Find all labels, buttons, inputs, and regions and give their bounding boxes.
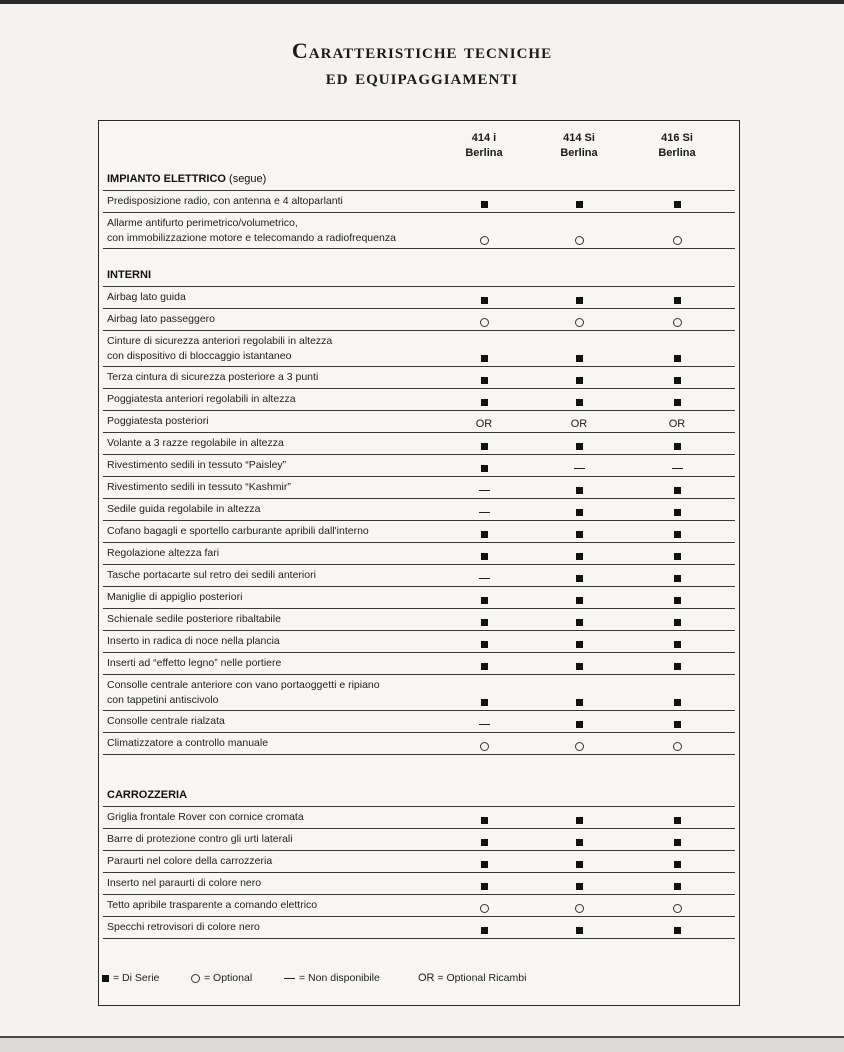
standard-square-icon bbox=[674, 575, 681, 582]
row-value bbox=[524, 835, 634, 849]
row-label bbox=[107, 334, 447, 364]
standard-square-icon bbox=[481, 443, 488, 450]
standard-square-icon bbox=[674, 443, 681, 450]
row-value bbox=[622, 439, 732, 453]
optional-circle-icon bbox=[480, 236, 489, 245]
row-value bbox=[524, 615, 634, 629]
row-divider bbox=[103, 710, 735, 711]
standard-square-icon bbox=[481, 531, 488, 538]
row-value bbox=[622, 857, 732, 871]
standard-square-icon bbox=[674, 297, 681, 304]
legend-text: = Optional Ricambi bbox=[437, 972, 527, 984]
row-label bbox=[107, 436, 447, 451]
row-value bbox=[622, 417, 732, 431]
optional-circle-icon bbox=[575, 236, 584, 245]
spec-table bbox=[98, 120, 740, 1006]
row-value bbox=[622, 835, 732, 849]
optional-ricambi-text: OR bbox=[570, 418, 588, 431]
standard-square-icon bbox=[576, 531, 583, 538]
row-value bbox=[524, 527, 634, 541]
row-value bbox=[429, 835, 539, 849]
row-divider bbox=[103, 630, 735, 631]
row-value bbox=[429, 813, 539, 827]
legend-item-optional bbox=[191, 972, 252, 984]
row-value bbox=[429, 593, 539, 607]
row-value bbox=[429, 527, 539, 541]
row-value bbox=[429, 571, 539, 585]
row-label bbox=[107, 194, 447, 209]
row-divider bbox=[103, 828, 735, 829]
row-divider bbox=[103, 732, 735, 733]
row-value bbox=[429, 505, 539, 519]
standard-square-icon bbox=[576, 487, 583, 494]
row-value bbox=[429, 637, 539, 651]
row-value bbox=[524, 351, 634, 365]
row-label-line: Schienale sedile posteriore ribaltabile bbox=[107, 613, 281, 625]
row-label-line: Inserti ad “effetto legno” nelle portiere bbox=[107, 657, 282, 669]
row-divider bbox=[103, 894, 735, 895]
standard-square-icon bbox=[576, 619, 583, 626]
optional-circle-icon bbox=[673, 318, 682, 327]
page-subtitle: ed equipaggiamenti bbox=[325, 64, 519, 89]
row-divider bbox=[103, 938, 735, 939]
row-value bbox=[622, 571, 732, 585]
standard-square-icon bbox=[481, 817, 488, 824]
standard-square-icon bbox=[481, 465, 488, 472]
row-label-line: Poggiatesta posteriori bbox=[107, 415, 209, 427]
standard-square-icon bbox=[481, 927, 488, 934]
optional-circle-icon bbox=[480, 742, 489, 751]
row-divider bbox=[103, 674, 735, 675]
column-model: 416 Si bbox=[661, 132, 693, 144]
optional-circle-icon bbox=[480, 904, 489, 913]
row-divider bbox=[103, 520, 735, 521]
standard-square-icon bbox=[481, 641, 488, 648]
standard-square-icon bbox=[576, 201, 583, 208]
row-label-line: Griglia frontale Rover con cornice cromata bbox=[107, 811, 304, 823]
row-value bbox=[429, 395, 539, 409]
row-label bbox=[107, 480, 447, 495]
optional-circle-icon bbox=[673, 236, 682, 245]
row-value bbox=[524, 857, 634, 871]
standard-square-icon bbox=[674, 619, 681, 626]
row-label bbox=[107, 832, 447, 847]
row-value bbox=[622, 637, 732, 651]
section-title bbox=[107, 173, 266, 185]
row-label bbox=[107, 714, 447, 729]
optional-circle-icon bbox=[480, 318, 489, 327]
row-divider bbox=[103, 190, 735, 191]
column-header-414si bbox=[524, 131, 634, 161]
standard-square-icon bbox=[674, 641, 681, 648]
standard-square-icon bbox=[576, 377, 583, 384]
row-label bbox=[107, 458, 447, 473]
row-divider bbox=[103, 212, 735, 213]
row-value bbox=[429, 879, 539, 893]
row-divider bbox=[103, 410, 735, 411]
optional-ricambi-text: OR bbox=[668, 418, 686, 431]
row-value bbox=[622, 923, 732, 937]
standard-square-icon bbox=[674, 553, 681, 560]
standard-square-icon bbox=[674, 509, 681, 516]
row-value bbox=[622, 615, 732, 629]
row-value bbox=[524, 717, 634, 731]
row-label-line: Allarme antifurto perimetrico/volumetrico, bbox=[107, 217, 298, 229]
row-label-line: Poggiatesta anteriori regolabili in altezza bbox=[107, 393, 296, 405]
row-divider bbox=[103, 498, 735, 499]
unavailable-dash-icon bbox=[479, 578, 490, 579]
row-label bbox=[107, 568, 447, 583]
row-label bbox=[107, 414, 447, 429]
optional-ricambi-text: OR bbox=[475, 418, 493, 431]
row-label-line: Maniglie di appiglio posteriori bbox=[107, 591, 243, 603]
row-value bbox=[622, 293, 732, 307]
row-value bbox=[524, 293, 634, 307]
row-value bbox=[524, 395, 634, 409]
row-value bbox=[524, 417, 634, 431]
optional-circle-icon bbox=[673, 742, 682, 751]
standard-square-icon bbox=[674, 355, 681, 362]
legend-symbol: OR bbox=[418, 972, 435, 985]
standard-square-icon bbox=[674, 531, 681, 538]
row-value bbox=[429, 717, 539, 731]
standard-square-icon bbox=[674, 699, 681, 706]
row-value bbox=[524, 549, 634, 563]
row-value bbox=[622, 461, 732, 475]
row-value bbox=[524, 813, 634, 827]
row-value bbox=[429, 417, 539, 431]
standard-square-icon bbox=[576, 399, 583, 406]
row-label-line: Terza cintura di sicurezza posteriore a 3 punti bbox=[107, 371, 319, 383]
row-value bbox=[622, 373, 732, 387]
standard-square-icon bbox=[674, 861, 681, 868]
standard-square-icon bbox=[481, 297, 488, 304]
standard-square-icon bbox=[481, 377, 488, 384]
standard-square-icon bbox=[674, 487, 681, 494]
column-header-414i bbox=[429, 131, 539, 161]
row-value bbox=[622, 505, 732, 519]
standard-square-icon bbox=[674, 927, 681, 934]
section-title bbox=[107, 789, 187, 801]
row-value bbox=[622, 717, 732, 731]
standard-square-icon bbox=[576, 575, 583, 582]
row-divider bbox=[103, 476, 735, 477]
column-model: 414 Si bbox=[563, 132, 595, 144]
row-label-line: Inserto in radica di noce nella plancia bbox=[107, 635, 280, 647]
row-label bbox=[107, 370, 447, 385]
row-value bbox=[622, 197, 732, 211]
row-value bbox=[622, 351, 732, 365]
optional-circle-icon bbox=[191, 974, 200, 983]
row-value bbox=[622, 901, 732, 915]
row-value bbox=[524, 637, 634, 651]
row-divider bbox=[103, 754, 735, 755]
optional-circle-icon bbox=[575, 742, 584, 751]
row-value bbox=[524, 439, 634, 453]
row-label bbox=[107, 546, 447, 561]
standard-square-icon bbox=[481, 201, 488, 208]
standard-square-icon bbox=[674, 817, 681, 824]
row-label bbox=[107, 854, 447, 869]
standard-square-icon bbox=[674, 883, 681, 890]
legend-text: = Optional bbox=[204, 972, 253, 984]
row-value bbox=[622, 879, 732, 893]
standard-square-icon bbox=[576, 663, 583, 670]
row-value bbox=[622, 549, 732, 563]
legend-item-non-disponibile bbox=[284, 972, 380, 984]
standard-square-icon bbox=[481, 699, 488, 706]
standard-square-icon bbox=[674, 663, 681, 670]
page-title: Caratteristiche tecniche bbox=[291, 38, 553, 63]
row-label-line: Consolle centrale anteriore con vano portaoggetti e ripiano bbox=[107, 679, 380, 691]
column-body: Berlina bbox=[658, 147, 696, 159]
row-value bbox=[429, 615, 539, 629]
row-label bbox=[107, 810, 447, 825]
row-divider bbox=[103, 432, 735, 433]
optional-circle-icon bbox=[673, 904, 682, 913]
row-label-line: Volante a 3 razze regolabile in altezza bbox=[107, 437, 284, 449]
page-top-edge bbox=[0, 0, 844, 4]
row-value bbox=[429, 483, 539, 497]
standard-square-icon bbox=[481, 663, 488, 670]
standard-square-icon bbox=[576, 597, 583, 604]
standard-square-icon bbox=[576, 509, 583, 516]
row-value bbox=[622, 813, 732, 827]
row-divider bbox=[103, 916, 735, 917]
standard-square-icon bbox=[674, 839, 681, 846]
row-label bbox=[107, 524, 447, 539]
standard-square-icon bbox=[674, 721, 681, 728]
row-value bbox=[622, 395, 732, 409]
row-value bbox=[429, 233, 539, 247]
row-divider bbox=[103, 652, 735, 653]
column-model: 414 i bbox=[471, 132, 497, 144]
row-value bbox=[524, 593, 634, 607]
standard-square-icon bbox=[674, 377, 681, 384]
legend-item-optional-ricambi bbox=[418, 972, 526, 984]
section-title-text: IMPIANTO ELETTRICO bbox=[107, 173, 226, 185]
row-divider bbox=[103, 308, 735, 309]
row-value bbox=[524, 879, 634, 893]
unavailable-dash-icon bbox=[574, 468, 585, 469]
standard-square-icon bbox=[576, 721, 583, 728]
standard-square-icon bbox=[576, 641, 583, 648]
standard-square-icon bbox=[102, 975, 109, 982]
standard-square-icon bbox=[481, 355, 488, 362]
standard-square-icon bbox=[674, 399, 681, 406]
row-label bbox=[107, 656, 447, 671]
row-label-line: Paraurti nel colore della carrozzeria bbox=[107, 855, 273, 867]
row-divider bbox=[103, 286, 735, 287]
row-value bbox=[429, 315, 539, 329]
row-label bbox=[107, 736, 447, 751]
section-title bbox=[107, 269, 151, 281]
row-label-line: Regolazione altezza fari bbox=[107, 547, 220, 559]
row-divider bbox=[103, 388, 735, 389]
standard-square-icon bbox=[674, 201, 681, 208]
row-value bbox=[429, 549, 539, 563]
legend-text: = Non disponibile bbox=[299, 972, 380, 984]
row-label-line: Consolle centrale rialzata bbox=[107, 715, 225, 727]
row-label bbox=[107, 590, 447, 605]
row-value bbox=[622, 233, 732, 247]
row-label-line: Rivestimento sedili in tessuto “Kashmir” bbox=[107, 481, 291, 493]
column-body: Berlina bbox=[465, 147, 503, 159]
row-label bbox=[107, 898, 447, 913]
row-value bbox=[524, 373, 634, 387]
row-value bbox=[429, 197, 539, 211]
row-value bbox=[524, 461, 634, 475]
section-title-suffix: (segue) bbox=[225, 173, 267, 185]
row-value bbox=[622, 483, 732, 497]
standard-square-icon bbox=[576, 883, 583, 890]
row-divider bbox=[103, 872, 735, 873]
row-value bbox=[622, 739, 732, 753]
legend-item-serie bbox=[102, 972, 159, 984]
row-value bbox=[429, 695, 539, 709]
row-value bbox=[524, 901, 634, 915]
row-value bbox=[429, 439, 539, 453]
section-title-text: INTERNI bbox=[107, 269, 151, 281]
row-value bbox=[524, 923, 634, 937]
row-value bbox=[429, 923, 539, 937]
row-value bbox=[429, 293, 539, 307]
row-label-line: Rivestimento sedili in tessuto “Paisley” bbox=[107, 459, 287, 471]
row-divider bbox=[103, 330, 735, 331]
row-label-line: Climatizzatore a controllo manuale bbox=[107, 737, 269, 749]
row-label bbox=[107, 290, 447, 305]
standard-square-icon bbox=[481, 861, 488, 868]
standard-square-icon bbox=[576, 297, 583, 304]
standard-square-icon bbox=[481, 619, 488, 626]
row-label-line: Airbag lato passeggero bbox=[107, 313, 215, 325]
unavailable-dash-icon bbox=[479, 724, 490, 725]
row-label bbox=[107, 216, 447, 246]
row-value bbox=[622, 315, 732, 329]
standard-square-icon bbox=[481, 553, 488, 560]
column-body: Berlina bbox=[560, 147, 598, 159]
row-divider bbox=[103, 454, 735, 455]
row-value bbox=[524, 659, 634, 673]
row-value bbox=[429, 659, 539, 673]
optional-circle-icon bbox=[575, 318, 584, 327]
row-value bbox=[524, 315, 634, 329]
legend-text: = Di Serie bbox=[113, 972, 160, 984]
standard-square-icon bbox=[674, 597, 681, 604]
row-value bbox=[524, 571, 634, 585]
section-title-text: CARROZZERIA bbox=[107, 789, 188, 801]
row-value bbox=[524, 739, 634, 753]
standard-square-icon bbox=[576, 927, 583, 934]
row-divider bbox=[103, 850, 735, 851]
standard-square-icon bbox=[481, 597, 488, 604]
standard-square-icon bbox=[576, 699, 583, 706]
row-value bbox=[622, 659, 732, 673]
row-label-line: Cofano bagagli e sportello carburante apribili dall'interno bbox=[107, 525, 369, 537]
row-value bbox=[429, 351, 539, 365]
row-value bbox=[524, 233, 634, 247]
unavailable-dash-icon bbox=[479, 512, 490, 513]
row-label bbox=[107, 876, 447, 891]
row-label-line: Cinture di sicurezza anteriori regolabili in altezza bbox=[107, 335, 333, 347]
row-value bbox=[429, 739, 539, 753]
row-divider bbox=[103, 564, 735, 565]
row-divider bbox=[103, 248, 735, 249]
row-value bbox=[524, 197, 634, 211]
row-value bbox=[429, 461, 539, 475]
row-label-line: Predisposizione radio, con antenna e 4 altoparlanti bbox=[107, 195, 343, 207]
row-value bbox=[429, 901, 539, 915]
row-value bbox=[622, 695, 732, 709]
row-label bbox=[107, 920, 447, 935]
row-label-line: Tetto apribile trasparente a comando elettrico bbox=[107, 899, 318, 911]
row-label-line: Inserto nel paraurti di colore nero bbox=[107, 877, 262, 889]
row-label-line: con tappetini antiscivolo bbox=[107, 694, 219, 706]
row-label-line: Specchi retrovisori di colore nero bbox=[107, 921, 260, 933]
row-value bbox=[622, 527, 732, 541]
column-header-416si bbox=[622, 131, 732, 161]
row-value bbox=[429, 857, 539, 871]
row-value bbox=[524, 483, 634, 497]
row-divider bbox=[103, 586, 735, 587]
standard-square-icon bbox=[576, 839, 583, 846]
unavailable-dash-icon bbox=[672, 468, 683, 469]
row-label bbox=[107, 502, 447, 517]
standard-square-icon bbox=[576, 553, 583, 560]
standard-square-icon bbox=[481, 839, 488, 846]
standard-square-icon bbox=[576, 817, 583, 824]
row-label-line: Sedile guida regolabile in altezza bbox=[107, 503, 261, 515]
unavailable-dash-icon bbox=[284, 978, 295, 979]
row-label-line: Airbag lato guida bbox=[107, 291, 186, 303]
row-label-line: con dispositivo di bloccaggio istantaneo bbox=[107, 350, 292, 362]
row-label-line: con immobilizzazione motore e telecomando a radiofrequenza bbox=[107, 232, 396, 244]
row-value bbox=[429, 373, 539, 387]
standard-square-icon bbox=[576, 355, 583, 362]
row-divider bbox=[103, 366, 735, 367]
row-value bbox=[524, 695, 634, 709]
row-label-line: Barre di protezione contro gli urti laterali bbox=[107, 833, 293, 845]
row-divider bbox=[103, 608, 735, 609]
standard-square-icon bbox=[576, 861, 583, 868]
optional-circle-icon bbox=[575, 904, 584, 913]
standard-square-icon bbox=[481, 883, 488, 890]
row-label bbox=[107, 678, 447, 708]
unavailable-dash-icon bbox=[479, 490, 490, 491]
row-label-line: Tasche portacarte sul retro dei sedili anteriori bbox=[107, 569, 316, 581]
row-value bbox=[524, 505, 634, 519]
row-value bbox=[622, 593, 732, 607]
standard-square-icon bbox=[481, 399, 488, 406]
row-label bbox=[107, 312, 447, 327]
standard-square-icon bbox=[576, 443, 583, 450]
row-divider bbox=[103, 542, 735, 543]
row-divider bbox=[103, 806, 735, 807]
row-label bbox=[107, 612, 447, 627]
row-label bbox=[107, 392, 447, 407]
row-label bbox=[107, 634, 447, 649]
